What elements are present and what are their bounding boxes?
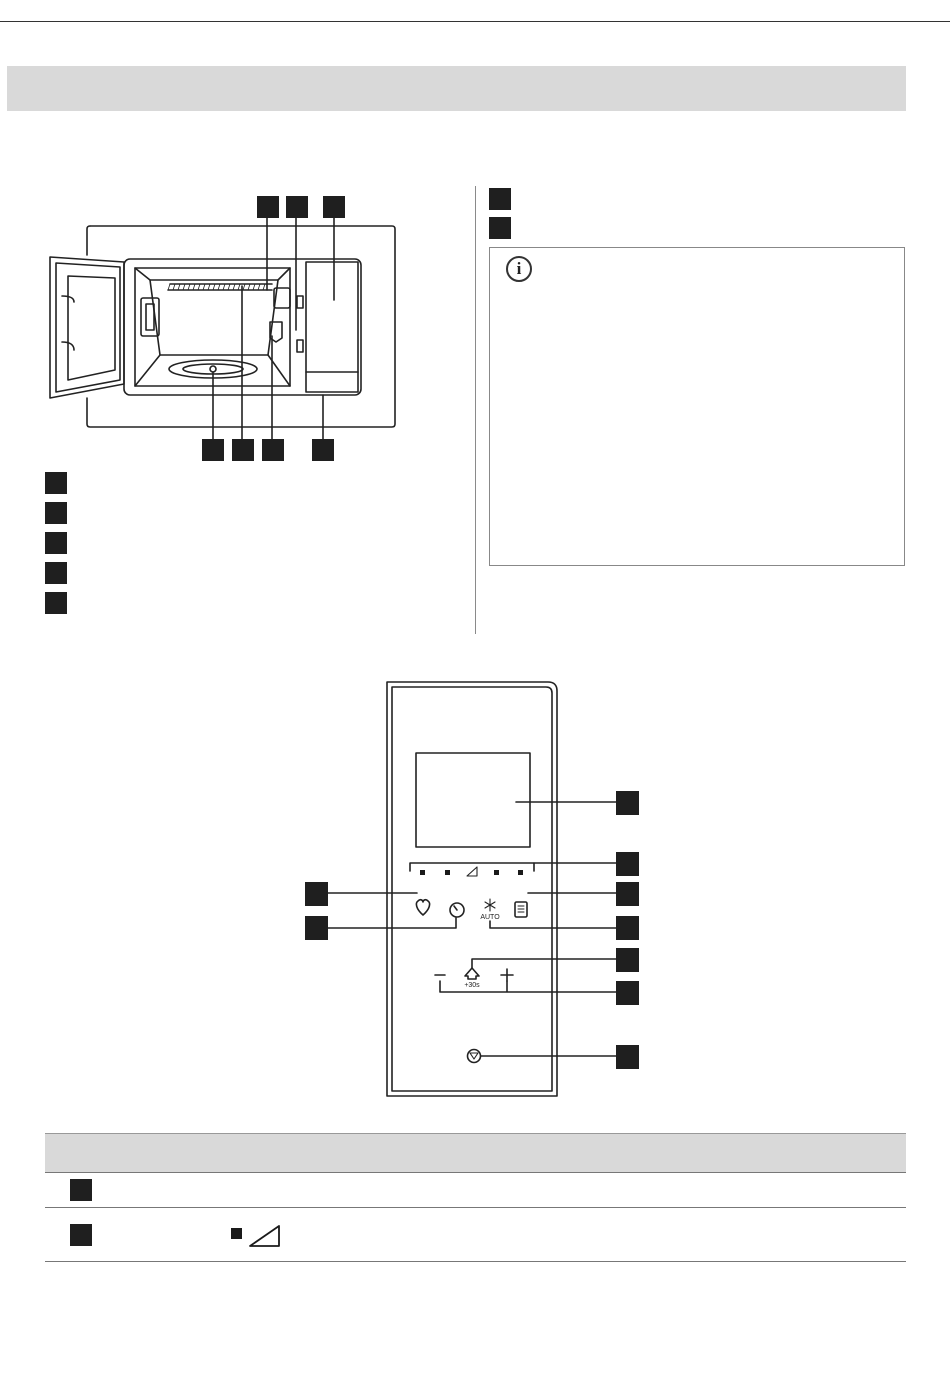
row-divider <box>45 1261 906 1262</box>
callout-square <box>257 196 279 218</box>
legend-marker <box>45 532 67 554</box>
display-window <box>416 753 530 847</box>
callout-square <box>305 882 328 906</box>
callout-square <box>262 439 284 461</box>
panel-outline <box>387 682 557 1096</box>
row-divider <box>45 1207 906 1208</box>
oven-diagram <box>40 188 410 464</box>
callout-square <box>616 791 639 815</box>
stop-button <box>468 1050 481 1063</box>
callout-square <box>616 948 639 972</box>
callout-square <box>616 1045 639 1069</box>
start-plus30s-button <box>465 968 479 979</box>
power-triangle-icon <box>248 1224 282 1248</box>
row-marker <box>70 1224 92 1246</box>
callout-square <box>616 981 639 1005</box>
callout-square <box>616 852 639 876</box>
square-symbol <box>231 1228 242 1239</box>
callout-square <box>616 916 639 940</box>
callout-square <box>312 439 334 461</box>
callout-square <box>305 916 328 940</box>
callout-square <box>202 439 224 461</box>
legend-marker <box>45 472 67 494</box>
table-header <box>45 1133 906 1173</box>
legend-marker <box>45 592 67 614</box>
row-marker <box>70 1179 92 1201</box>
section-header-band <box>7 66 906 111</box>
legend-marker <box>45 502 67 524</box>
heart-button <box>416 900 429 915</box>
legend-marker <box>45 562 67 584</box>
control-panel-diagram <box>300 676 645 1100</box>
plus30s-caption: +30s <box>464 982 480 989</box>
legend-marker <box>489 188 511 210</box>
callout-square <box>286 196 308 218</box>
oven-outer-frame <box>87 226 395 427</box>
info-note-box <box>489 247 905 566</box>
info-icon: i <box>506 256 532 282</box>
callout-square <box>616 882 639 906</box>
top-rule <box>0 21 950 22</box>
callout-square <box>232 439 254 461</box>
plus-button <box>501 969 513 981</box>
auto-caption: AUTO <box>480 914 500 921</box>
callout-square <box>323 196 345 218</box>
auto-defrost-button <box>485 899 495 911</box>
column-divider <box>475 186 476 634</box>
legend-marker <box>489 217 511 239</box>
